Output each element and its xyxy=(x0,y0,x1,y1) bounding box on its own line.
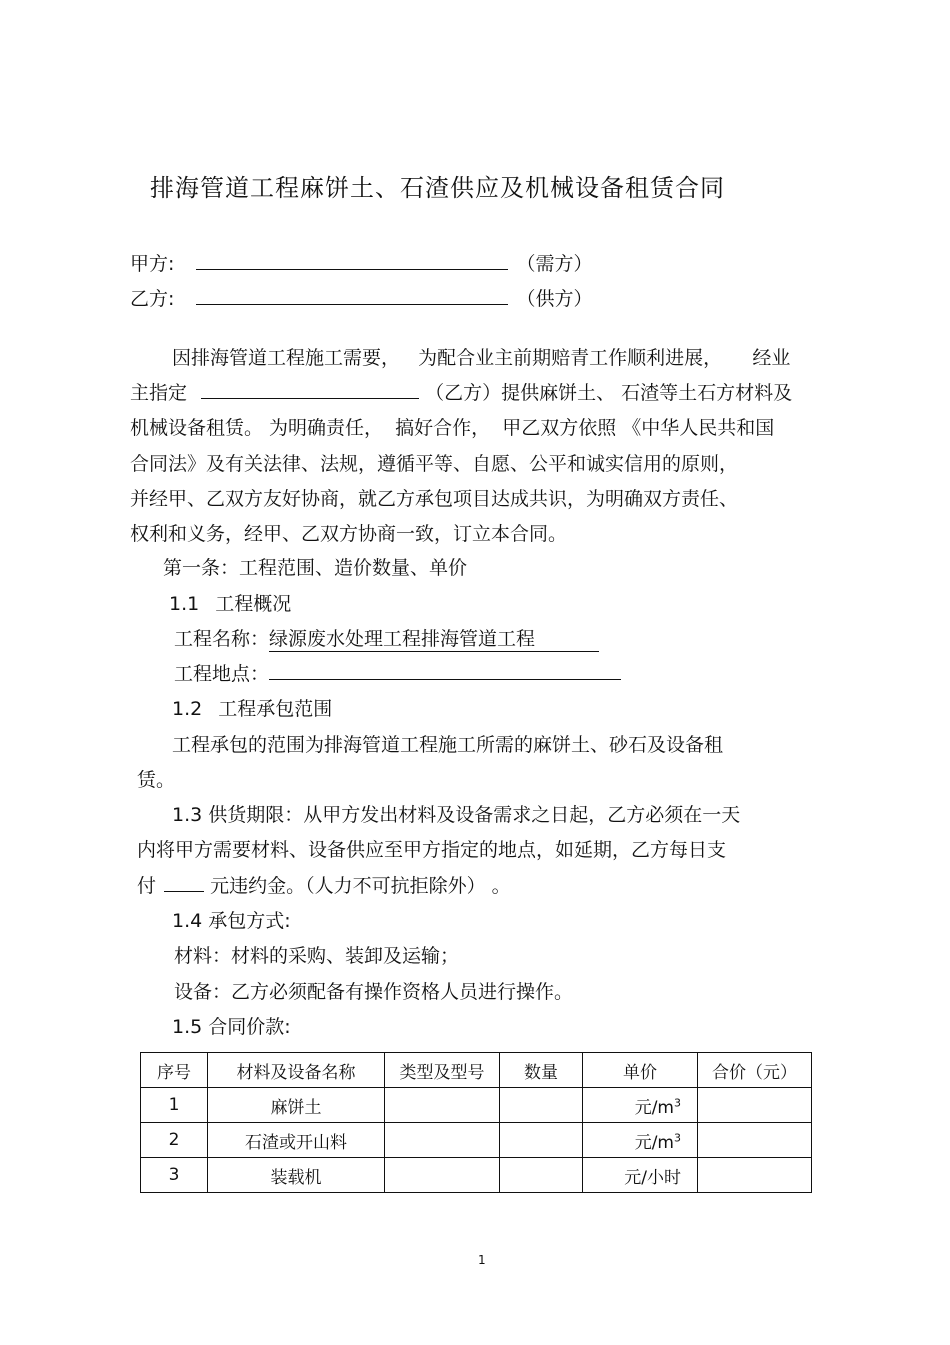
article-1-heading: 第一条：工程范围、造价数量、单价 xyxy=(163,557,468,579)
row-name: 装载机 xyxy=(208,1158,385,1193)
section-title: 工程承包范围 xyxy=(218,698,333,720)
unit-superscript: 3 xyxy=(674,1095,681,1109)
scope-line-2: 赁。 xyxy=(137,769,176,791)
row-no: 2 xyxy=(141,1123,208,1158)
intro-line-3: 机械设备租赁。 为明确责任， 搞好合作， 甲乙双方依照 《中华人民共和国 xyxy=(130,417,775,439)
header-name: 材料及设备名称 xyxy=(208,1053,385,1088)
unit-superscript: 3 xyxy=(674,1130,681,1144)
price-table xyxy=(140,1052,812,1193)
row-model xyxy=(385,1123,500,1158)
equipment-clause: 设备：乙方必须配备有操作资格人员进行操作。 xyxy=(174,981,574,1003)
material-clause: 材料：材料的采购、装卸及运输； xyxy=(174,945,460,967)
party-b-line xyxy=(130,284,593,311)
delivery-line-3-end: 元违约金。（人力不可抗拒除外） 。 xyxy=(210,875,511,897)
row-no: 3 xyxy=(141,1158,208,1193)
section-1-4-heading: 1.4 承包方式: xyxy=(172,910,291,932)
row-total xyxy=(698,1088,812,1123)
penalty-amount-blank xyxy=(164,871,204,892)
table-row xyxy=(141,1158,812,1193)
party-a-label: 甲方: xyxy=(130,253,175,275)
project-name-value: 绿源废水处理工程排海管道工程 xyxy=(269,624,599,652)
page-number: 1 xyxy=(478,1253,486,1267)
row-quantity xyxy=(500,1158,583,1193)
row-model xyxy=(385,1158,500,1193)
section-1-5-heading: 1.5 合同价款: xyxy=(172,1016,291,1038)
row-name: 麻饼土 xyxy=(208,1088,385,1123)
row-unit-price xyxy=(583,1123,698,1158)
party-b-label: 乙方: xyxy=(130,288,175,310)
section-title: 工程概况 xyxy=(215,593,292,615)
intro-line-2 xyxy=(130,378,792,405)
row-unit-price xyxy=(583,1158,698,1193)
intro-line-1: 因排海管道工程施工需要， 为配合业主前期赔青工作顺利进展， 经业 xyxy=(172,347,791,369)
header-model: 类型及型号 xyxy=(385,1053,500,1088)
party-a-line xyxy=(130,249,593,276)
row-name: 石渣或开山料 xyxy=(208,1123,385,1158)
party-b-blank xyxy=(196,284,508,305)
delivery-line-2: 内将甲方需要材料、设备供应至甲方指定的地点，如延期，乙方每日支 xyxy=(137,839,727,861)
project-name-label: 工程名称： xyxy=(174,628,270,650)
party-a-role: （需方） xyxy=(516,253,593,275)
unit-text: 元/m xyxy=(634,1132,674,1153)
table-row xyxy=(141,1123,812,1158)
row-quantity xyxy=(500,1088,583,1123)
section-1-2-heading xyxy=(172,694,332,721)
section-number: 1.1 xyxy=(169,593,200,615)
row-unit-price xyxy=(583,1088,698,1123)
row-model xyxy=(385,1088,500,1123)
delivery-line-3-start: 付 xyxy=(137,875,157,897)
header-unit-price: 单价 xyxy=(583,1053,698,1088)
scope-line-1: 工程承包的范围为排海管道工程施工所需的麻饼土、砂石及设备租 xyxy=(172,734,724,756)
row-no: 1 xyxy=(141,1088,208,1123)
project-site-line xyxy=(174,659,621,686)
table-header-row xyxy=(141,1053,812,1088)
unit-text: 元/m xyxy=(634,1097,674,1118)
intro-line-4: 合同法》及有关法律、法规，遵循平等、自愿、公平和诚实信用的原则， xyxy=(130,453,739,475)
row-total xyxy=(698,1158,812,1193)
table-row xyxy=(141,1088,812,1123)
row-quantity xyxy=(500,1123,583,1158)
intro-line-2-start: 主指定 xyxy=(130,382,188,404)
project-name-line xyxy=(174,624,599,652)
row-total xyxy=(698,1123,812,1158)
section-number: 1.2 xyxy=(172,698,203,720)
project-site-label: 工程地点： xyxy=(174,663,270,685)
delivery-line-1: 1.3 供货期限：从甲方发出材料及设备需求之日起，乙方必须在一天 xyxy=(172,804,741,826)
project-site-blank xyxy=(269,659,621,680)
header-no: 序号 xyxy=(141,1053,208,1088)
intro-line-2-end: （乙方）提供麻饼土、 石渣等土石方材料及 xyxy=(425,382,793,404)
section-1-1-heading xyxy=(169,589,291,616)
party-a-blank xyxy=(196,249,508,270)
intro-line-6: 权利和义务，经甲、乙双方协商一致，订立本合同。 xyxy=(130,523,568,545)
header-quantity: 数量 xyxy=(500,1053,583,1088)
intro-line-5: 并经甲、乙双方友好协商，就乙方承包项目达成共识，为明确双方责任、 xyxy=(130,488,739,510)
designated-party-blank xyxy=(201,378,419,399)
delivery-line-3 xyxy=(137,871,511,898)
document-title: 排海管道工程麻饼土、石渣供应及机械设备租赁合同 xyxy=(150,174,725,202)
party-b-role: （供方） xyxy=(516,288,593,310)
unit-text: 元/小时 xyxy=(624,1167,681,1188)
header-total: 合价（元） xyxy=(698,1053,812,1088)
